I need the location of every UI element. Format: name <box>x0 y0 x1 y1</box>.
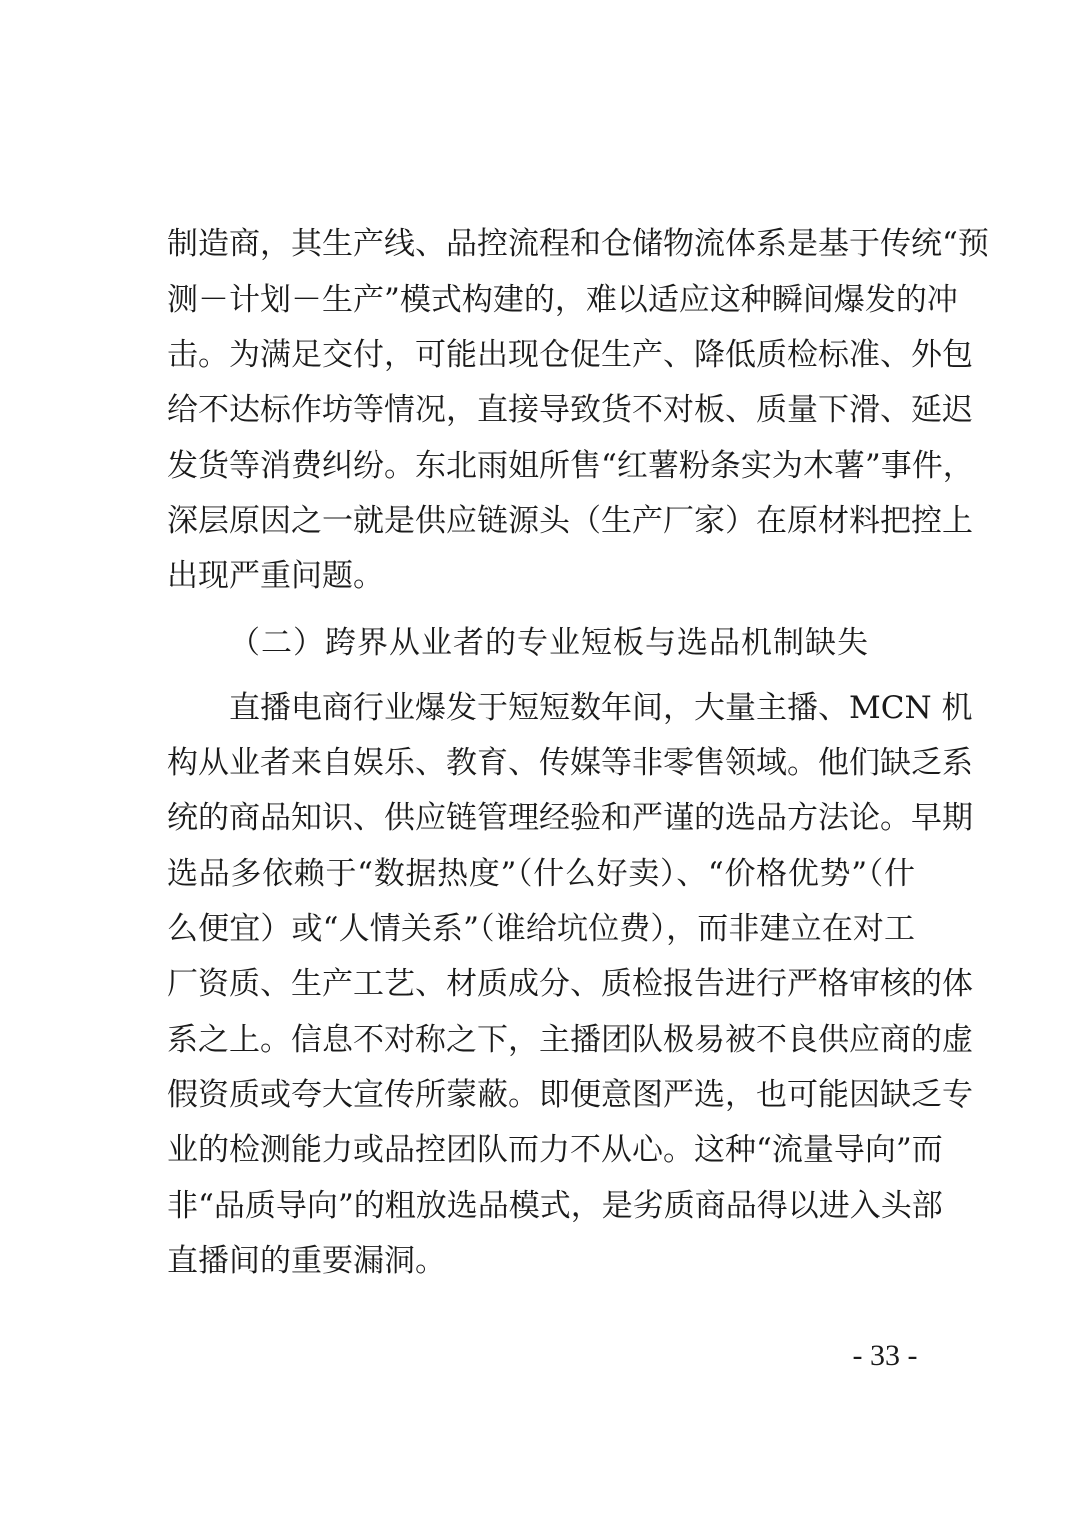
paragraph-2-line: 厂资质、生产工艺、材质成分、质检报告进行严格审核的体 <box>167 966 973 1002</box>
paragraph-1-line: 给不达标作坊等情况，直接导致货不对板、质量下滑、延迟 <box>167 392 973 428</box>
paragraph-1-line: 制造商，其生产线、品控流程和仓储物流体系是基于传统“预 <box>167 226 989 262</box>
paragraph-1-line: 发货等消费纠纷。东北雨姐所售“红薯粉条实为木薯”事件， <box>167 448 974 484</box>
paragraph-2-line: 选品多依赖于“数据热度”（什么好卖）、“价格优势”（什 <box>167 856 915 892</box>
paragraph-2-line: 业的检测能力或品控团队而力不从心。这种“流量导向”而 <box>167 1132 943 1168</box>
paragraph-2-line: 直播电商行业爆发于短短数年间，大量主播、MCN 机 <box>229 690 973 726</box>
paragraph-1-line: 出现严重问题。 <box>167 558 384 594</box>
paragraph-2-line: 非“品质导向”的粗放选品模式，是劣质商品得以进入头部 <box>167 1188 943 1224</box>
page-number: - 33 - <box>852 1339 918 1372</box>
section-heading: （二）跨界从业者的专业短板与选品机制缺失 <box>229 625 869 661</box>
paragraph-2-line: 统的商品知识、供应链管理经验和严谨的选品方法论。早期 <box>167 800 973 836</box>
paragraph-1-line: 击。为满足交付，可能出现仓促生产、降低质检标准、外包 <box>167 337 973 373</box>
paragraph-2-line: 系之上。信息不对称之下，主播团队极易被不良供应商的虚 <box>167 1022 973 1058</box>
paragraph-2-line: 么便宜）或“人情关系”（谁给坑位费），而非建立在对工 <box>167 911 915 947</box>
paragraph-2-line: 构从业者来自娱乐、教育、传媒等非零售领域。他们缺乏系 <box>167 745 973 781</box>
paragraph-2-line: 假资质或夸大宣传所蒙蔽。即便意图严选，也可能因缺乏专 <box>167 1077 973 1113</box>
paragraph-2-line: 直播间的重要漏洞。 <box>167 1243 446 1279</box>
paragraph-1-line: 深层原因之一就是供应链源头（生产厂家）在原材料把控上 <box>167 503 973 539</box>
paragraph-1-line: 测－计划－生产”模式构建的，难以适应这种瞬间爆发的冲 <box>167 282 958 318</box>
